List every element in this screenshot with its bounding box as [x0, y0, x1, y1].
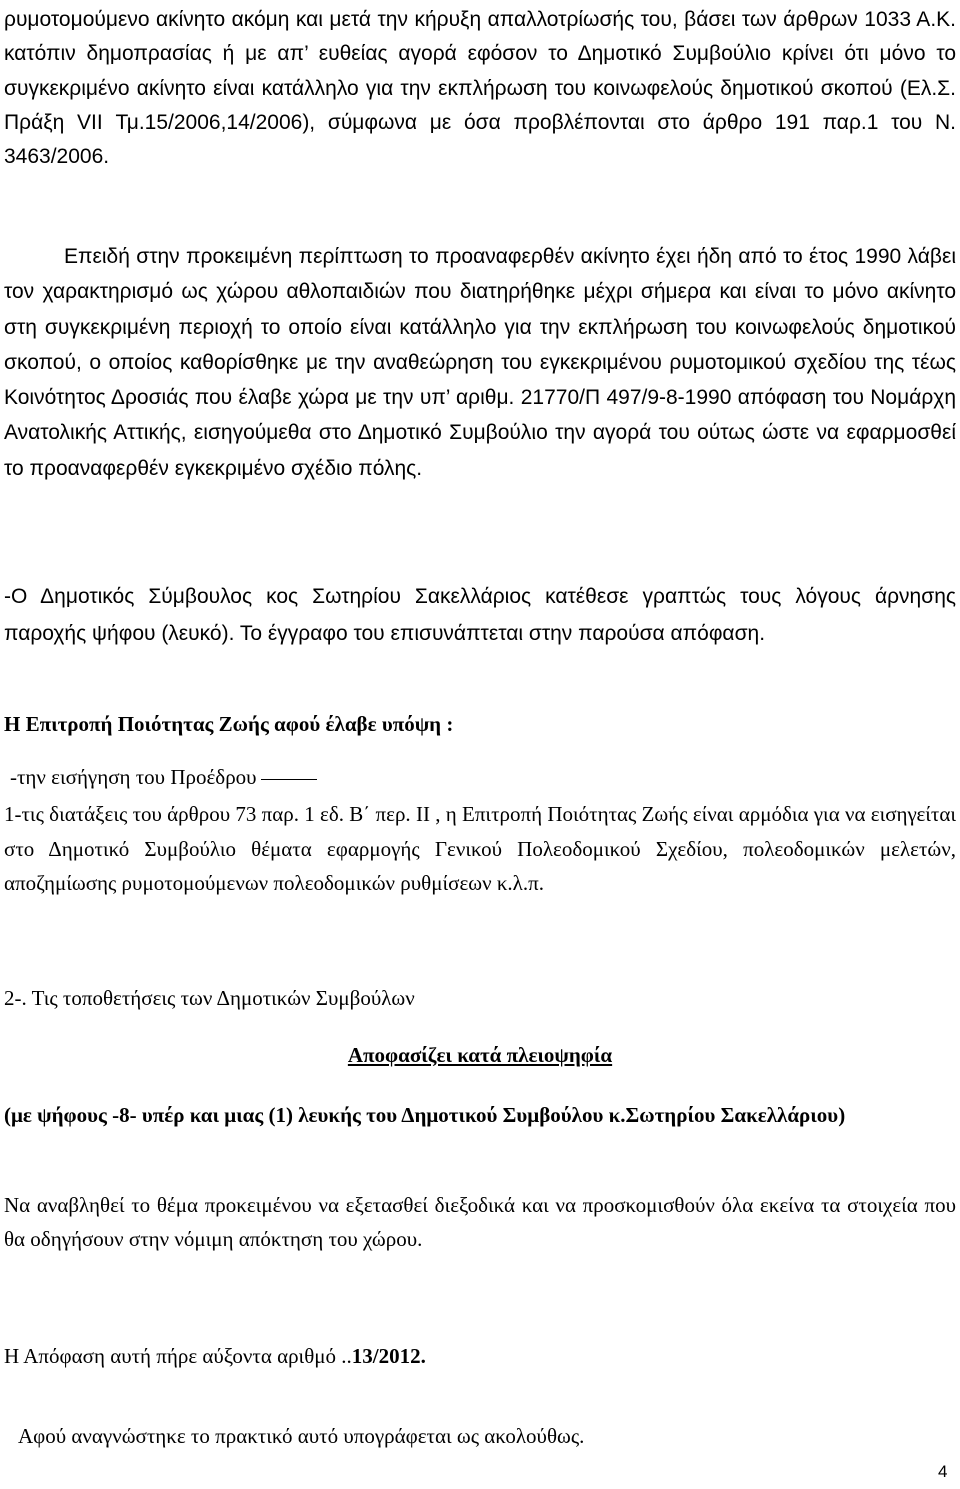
dash-rule [261, 779, 317, 780]
considered-item-1 [10, 762, 317, 792]
closing-statement: Αφού αναγνώστηκε το πρακτικό αυτό υπογράφεται ως ακολούθως. [18, 1424, 585, 1448]
paragraph-councillor-statement: -Ο Δημοτικός Σύμβουλος κος Σωτηρίου Σακελλάριος κατέθεσε γραπτώς τους λόγους άρνησης παροχής ψήφου (λευκό). Το έγγραφο του επισυνάπτεται στην παρούσα απόφαση. [4, 585, 956, 645]
committee-heading: Η Επιτροπή Ποιότητας Ζωής αφού έλαβε υπόψη : [4, 712, 454, 736]
considered-item-2: 2-. Τις τοποθετήσεις των Δημοτικών Συμβούλων [4, 986, 415, 1010]
decision-number-line [4, 1340, 426, 1372]
page-number: 4 [938, 1462, 948, 1481]
paragraph-property-purchase-basis: ρυμοτομούμενο ακίνητο ακόμη και μετά την κήρυξη απαλλοτρίωσής του, βάσει των άρθρων 1033 Α.Κ. κατόπιν δημοπρασίας ή με απ’ ευθείας αγορά εφόσον το Δημοτικό Συμβούλιο κρίνει ότι μόνο το συγκεκριμένο ακίνητο είναι κατάλληλο για την εκπλήρωση του κοινωφελούς δημοτικού σκοπού (Ελ.Σ. Πράξη VII Τμ.15/2006,14/2006), σύμφωνα με όσα προβλέπονται στο άρθρο 191 παρ.1 του Ν. 3463/2006. [4, 8, 956, 169]
decision-number: 13/2012. [351, 1344, 426, 1368]
considered-item-legal-basis: 1-τις διατάξεις του άρθρου 73 παρ. 1 εδ. Β΄ περ. ΙΙ , η Επιτροπή Ποιότητας Ζωής είναι αρμόδια για να εισηγείται στο Δημοτικό Συμβούλιο θέματα εφαρμογής Γενικού Πολεοδομικού Σχεδίου, πολεοδομικών μελετών, αποζημίωσης ρυμοτομούμενων πολεοδομικών ρυθμίσεων κ.λ.π. [4, 802, 956, 895]
paragraph-proposal: Επειδή στην προκειμένη περίπτωση το προαναφερθέν ακίνητο έχει ήδη από το έτος 1990 λάβει τον χαρακτηρισμό ως χώρου αθλοπαιδιών που διατηρήθηκε μέχρι σήμερα και είναι το μόνο ακίνητο στη συγκεκριμένη περιοχή το οποίο είναι κατάλληλο για την εκπλήρωση του κοινωφελούς δημοτικού σκοπού, ο οποίος καθορίσθηκε με την αναθεώρηση του εγκεκριμένου ρυμοτομικού σχεδίου της τέως Κοινότητος Δροσιάς που έλαβε χώρα με την υπ’ αριθμ. 21770/Π 497/9-8-1990 απόφαση του Νομάρχη Ανατολικής Αττικής, εισηγούμεθα στο Δημοτικό Συμβούλιο την αγορά του ούτως ώστε να εφαρμοσθεί το προαναφερθέν εγκεκριμένο σχέδιο πόλης. [4, 245, 956, 480]
decision-text: Να αναβληθεί το θέμα προκειμένου να εξετασθεί διεξοδικά και να προσκομισθούν όλα εκείνα τα στοιχεία που θα οδηγήσουν στην νόμιμη απόκτηση του χώρου. [4, 1193, 956, 1251]
vote-result: (με ψήφους -8- υπέρ και μιας (1) λευκής του Δημοτικού Συμβούλου κ.Σωτηρίου Σακελλάριου) [4, 1103, 846, 1127]
decision-number-prefix: Η Απόφαση αυτή πήρε αύξοντα αριθμό .. [4, 1344, 352, 1368]
decision-title: Αποφασίζει κατά πλειοψηφία [347, 1043, 613, 1067]
considered-item-1-text: -την εισήγηση του Προέδρου [10, 765, 257, 789]
